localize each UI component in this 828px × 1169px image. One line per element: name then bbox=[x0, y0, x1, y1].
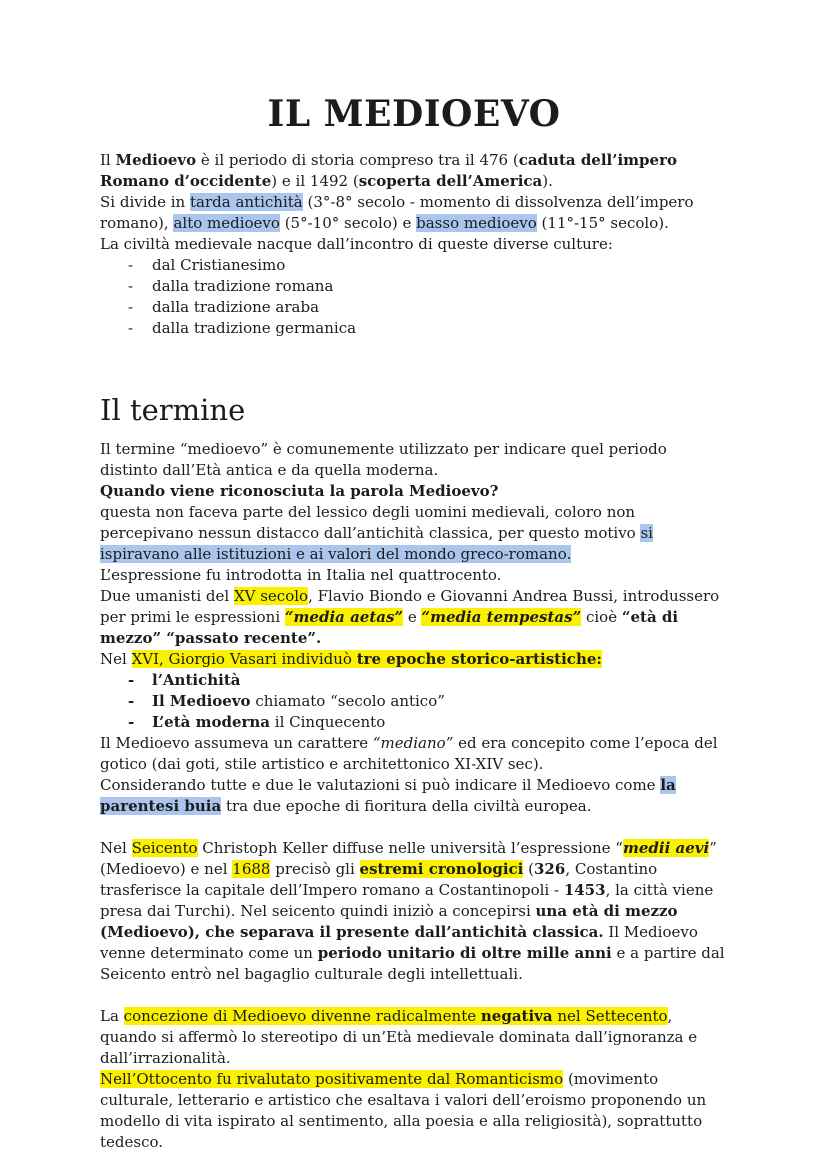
paragraph-umanisti: Due umanisti del XV secolo, Flavio Biondo e Giovanni Andrea Bussi, introdussero per primi le espressioni “media aetas” e “media tempestas” cioè “età di mezzo” “passato recente”. bbox=[100, 587, 720, 647]
list-item-antichita bbox=[100, 670, 728, 691]
list-item-tradizione-araba bbox=[100, 297, 728, 318]
paragraph-ottocento-romanticismo: Nell’Ottocento fu rivalutato positivamente dal Romanticismo (movimento culturale, letterario e artistico che esaltava i valori dell’eroismo proponendo un modello di vita ispirato al sentimento, alla poesia e alla religiosità), soprattutto tedesco. bbox=[100, 1070, 707, 1151]
paragraph-cultures-intro: La civiltà medievale nacque dall’incontro di queste diverse culture: bbox=[100, 235, 613, 253]
list-item-eta-moderna bbox=[100, 712, 728, 733]
paragraph-mediano: Il Medioevo assumeva un carattere “mediano” ed era concepito come l’epoca del gotico (dai goti, stile artistico e architettonico XI-XIV sec). bbox=[100, 734, 718, 773]
dash-bullet: - bbox=[128, 713, 135, 731]
dash-bullet: - bbox=[128, 319, 134, 337]
paragraph-answer: questa non faceva parte del lessico degli uomini medievali, coloro non percepivano nessun distacco dall’antichità classica, per questo motivo si ispiravano alle istituzioni e ai valori del mondo greco-romano. bbox=[100, 503, 653, 563]
paragraph-espressione: L’espressione fu introdotta in Italia nel quattrocento. bbox=[100, 566, 502, 584]
paragraph-parentesi-buia: Considerando tutte e due le valutazioni si può indicare il Medioevo come la parentesi buia tra due epoche di fioritura della civiltà europea. bbox=[100, 776, 676, 815]
paragraph-common-use: Il termine “medioevo” è comunemente utilizzato per indicare quel periodo distinto dall’Età antica e da quella moderna. bbox=[100, 440, 667, 479]
paragraph-division: Si divide in tarda antichità (3°-8° secolo - momento di dissolvenza dell’impero romano), alto medioevo (5°-10° secolo) e basso medioevo (11°-15° secolo). bbox=[100, 193, 694, 232]
paragraph-vasari: Nel XVI, Giorgio Vasari individuò tre epoche storico-artistiche: bbox=[100, 650, 602, 668]
dash-bullet: - bbox=[128, 277, 134, 295]
list-item-text: Il Medioevo chiamato “secolo antico” bbox=[152, 692, 445, 710]
paragraph-settecento-negativa: La concezione di Medioevo divenne radicalmente negativa nel Settecento, quando si affermò lo stereotipo di un’Età medievale dominata dall’ignoranza e dall’irrazionalità. bbox=[100, 1007, 698, 1067]
paragraph-definition: Il Medioevo è il periodo di storia compreso tra il 476 (caduta dell’impero Romano d’occidente) e il 1492 (scoperta dell’America). bbox=[100, 151, 677, 190]
list-item-cristianesimo bbox=[100, 255, 728, 276]
list-item-text: dalla tradizione romana bbox=[152, 277, 334, 295]
list-item-text: dalla tradizione araba bbox=[152, 298, 320, 316]
blank-line bbox=[100, 985, 728, 1006]
cultures-list bbox=[100, 255, 728, 339]
document-title: IL MEDIOEVO bbox=[267, 93, 561, 135]
paragraph-question: Quando viene riconosciuta la parola Medioevo? bbox=[100, 482, 499, 500]
list-item-text: l’Antichità bbox=[152, 671, 241, 689]
dash-bullet: - bbox=[128, 298, 134, 316]
dash-bullet: - bbox=[128, 692, 135, 710]
list-item-medioevo bbox=[100, 691, 728, 712]
list-item-text: dal Cristianesimo bbox=[152, 256, 286, 274]
blank-line bbox=[100, 817, 728, 838]
paragraph-keller-seicento: Nel Seicento Christoph Keller diffuse nelle università l’espressione “medii aevi” (Medioevo) e nel 1688 precisò gli estremi cronologici (326, Costantino trasferisce la capitale dell’Impero romano a Costantinopoli - 1453, la città viene presa dai Turchi). Nel seicento quindi iniziò a concepirsi una età di mezzo (Medioevo), che separava il presente dall’antichità classica. Il Medioevo venne determinato come un periodo unitario di oltre mille anni e a partire dal Seicento entrò nel bagaglio culturale degli intellettuali. bbox=[100, 839, 725, 983]
dash-bullet: - bbox=[128, 671, 135, 689]
list-item-text: L’età moderna il Cinquecento bbox=[152, 713, 386, 731]
section-heading-il-termine: Il termine bbox=[100, 393, 246, 427]
list-item-tradizione-romana bbox=[100, 276, 728, 297]
epochs-list bbox=[100, 670, 728, 733]
dash-bullet: - bbox=[128, 256, 134, 274]
list-item-tradizione-germanica bbox=[100, 318, 728, 339]
list-item-text: dalla tradizione germanica bbox=[152, 319, 357, 337]
